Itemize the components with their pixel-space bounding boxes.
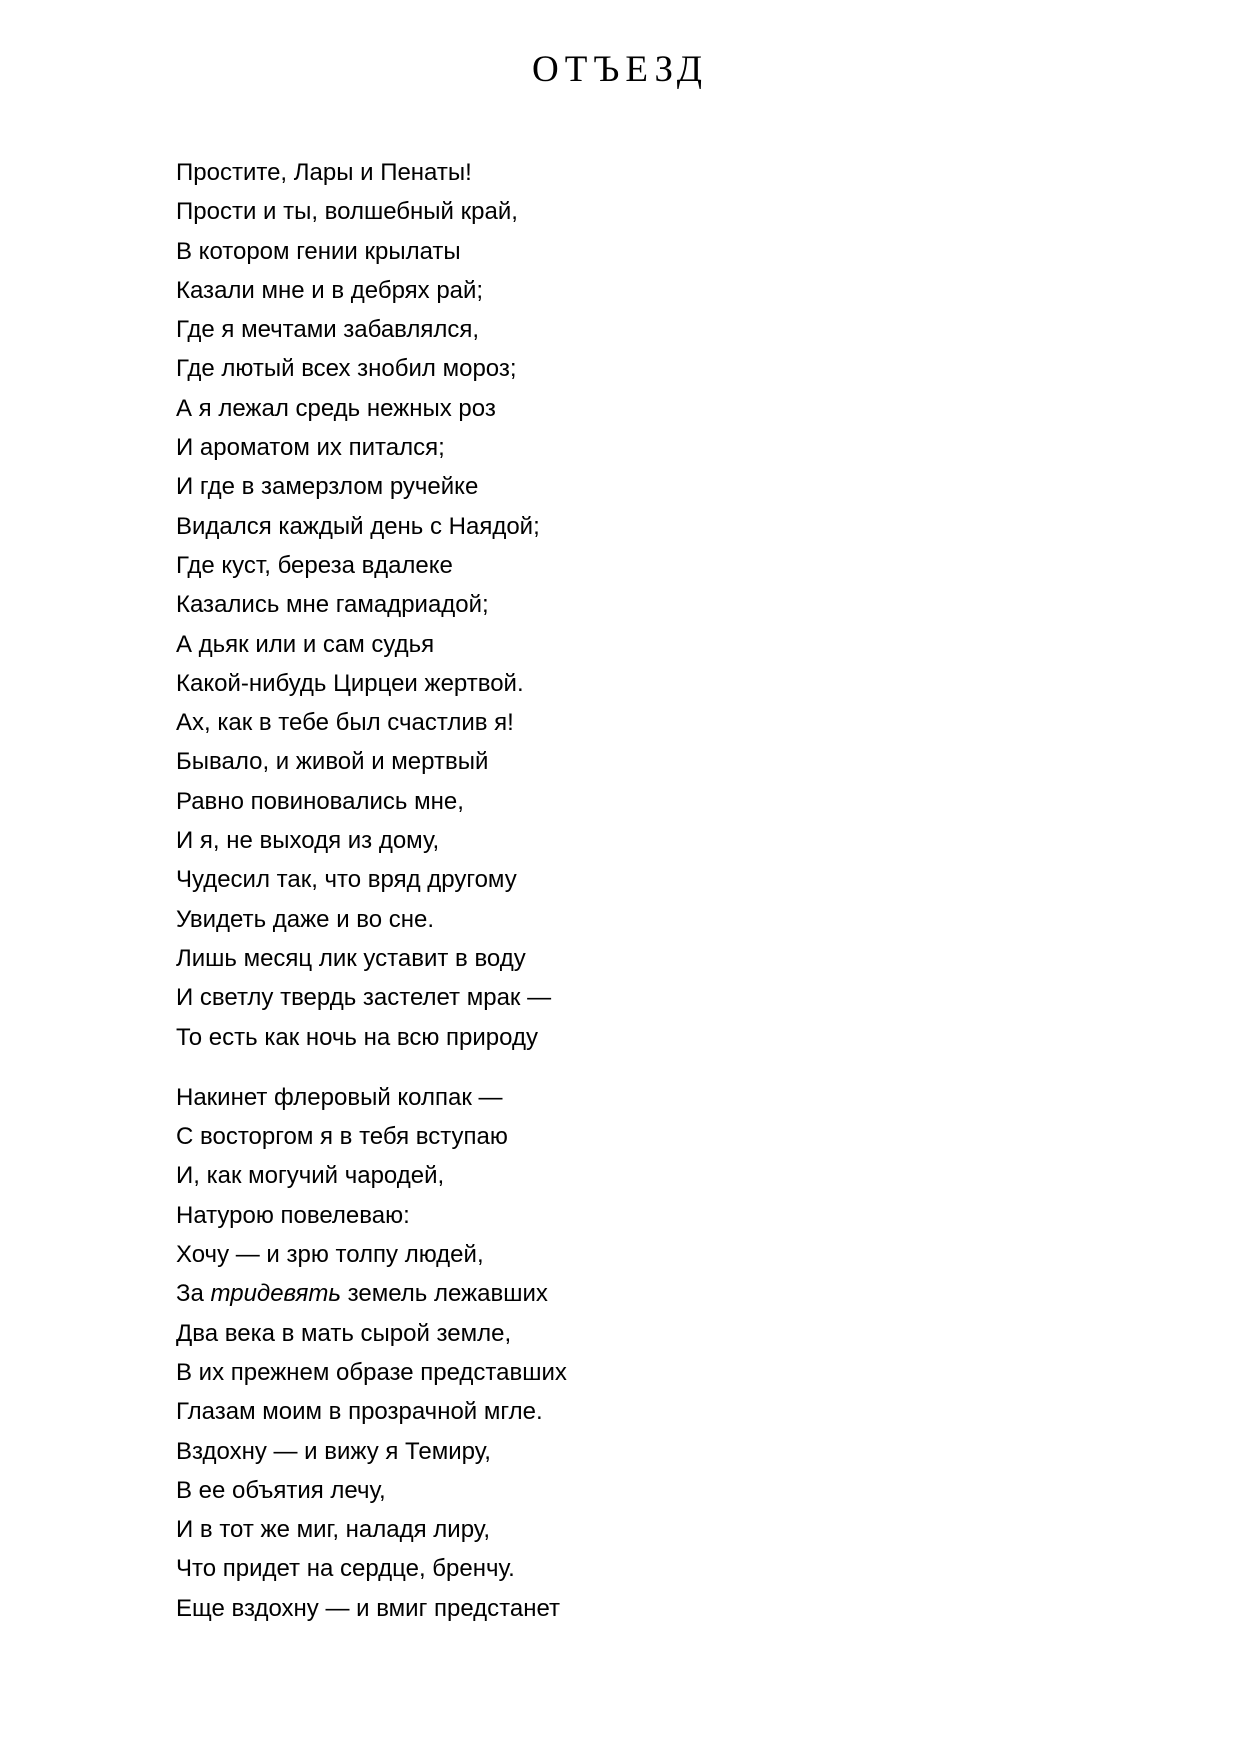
- poem-line: Где куст, береза вдалеке: [176, 551, 453, 579]
- poem-line-with-italic: [176, 1274, 1076, 1313]
- poem-line: Ах, как в тебе был счастлив я!: [176, 709, 514, 737]
- poem-line: Где я мечтами забавлялся,: [176, 316, 480, 344]
- poem-line: Чудесил так, что вряд другому: [176, 866, 517, 894]
- poem-line: Еще вздохну — и вмиг предстанет: [176, 1594, 561, 1622]
- poem-line: Хочу — и зрю толпу людей,: [176, 1241, 484, 1269]
- poem-line: В ее объятия лечу,: [176, 1476, 386, 1504]
- line-text-before-italic: За: [176, 1280, 211, 1308]
- poem-line: В их прежнем образе представших: [176, 1358, 567, 1386]
- poem-line: И я, не выходя из дому,: [176, 827, 440, 855]
- poem-line: Где лютый всех знобил мороз;: [176, 355, 517, 383]
- poem-line: Увидеть даже и во сне.: [176, 905, 435, 933]
- poem-line: Казали мне и в дебрях рай;: [176, 276, 484, 304]
- poem-title: ОТЪЕЗД: [531, 49, 708, 90]
- poem-line: А я лежал средь нежных роз: [176, 394, 496, 422]
- poem-line: В котором гении крылаты: [176, 237, 461, 265]
- poem-line: Какой-нибудь Цирцеи жертвой.: [176, 669, 524, 697]
- poem-line: Что придет на сердце, бренчу.: [176, 1555, 515, 1583]
- poem-line: Бывало, и живой и мертвый: [176, 748, 489, 776]
- poem-line: И ароматом их питался;: [176, 434, 445, 462]
- poem-line: Лишь месяц лик уставит в воду: [176, 944, 526, 972]
- poem-line: Два века в мать сырой земле,: [176, 1319, 512, 1347]
- poem-line: С восторгом я в тебя вступаю: [176, 1123, 508, 1151]
- poem-line: И светлу твердь застелет мрак —: [176, 984, 552, 1012]
- line-text-after-italic: земель лежавших: [340, 1280, 548, 1308]
- poem-line: И где в замерзлом ручейке: [176, 473, 479, 501]
- poem-line: То есть как ночь на всю природу: [176, 1023, 538, 1051]
- poem-line: Простите, Лары и Пенаты!: [176, 159, 472, 186]
- poem-body: [176, 153, 1076, 1628]
- poem-line: А дьяк или и сам судья: [176, 630, 435, 658]
- italic-word: тридевять: [210, 1280, 341, 1308]
- stanza-2: [176, 1078, 1076, 1628]
- poem-line: Казались мне гамадриадой;: [176, 591, 489, 619]
- poem-line: И, как могучий чародей,: [176, 1162, 445, 1190]
- poem-line: Накинет флеровый колпак —: [176, 1083, 503, 1111]
- poem-line: Вздохну — и вижу я Темиру,: [176, 1437, 491, 1465]
- poem-line: Видался каждый день с Наядой;: [176, 512, 540, 540]
- poem-line: Прости и ты, волшебный край,: [176, 198, 518, 226]
- poem-line: Равно повиновались мне,: [176, 787, 464, 815]
- poem-line: И в тот же миг, наладя лиру,: [176, 1516, 491, 1544]
- poem-line: Натурою повелеваю:: [176, 1201, 410, 1229]
- stanza-1: [176, 153, 1076, 1057]
- poem-line: Глазам моим в прозрачной мгле.: [176, 1398, 543, 1426]
